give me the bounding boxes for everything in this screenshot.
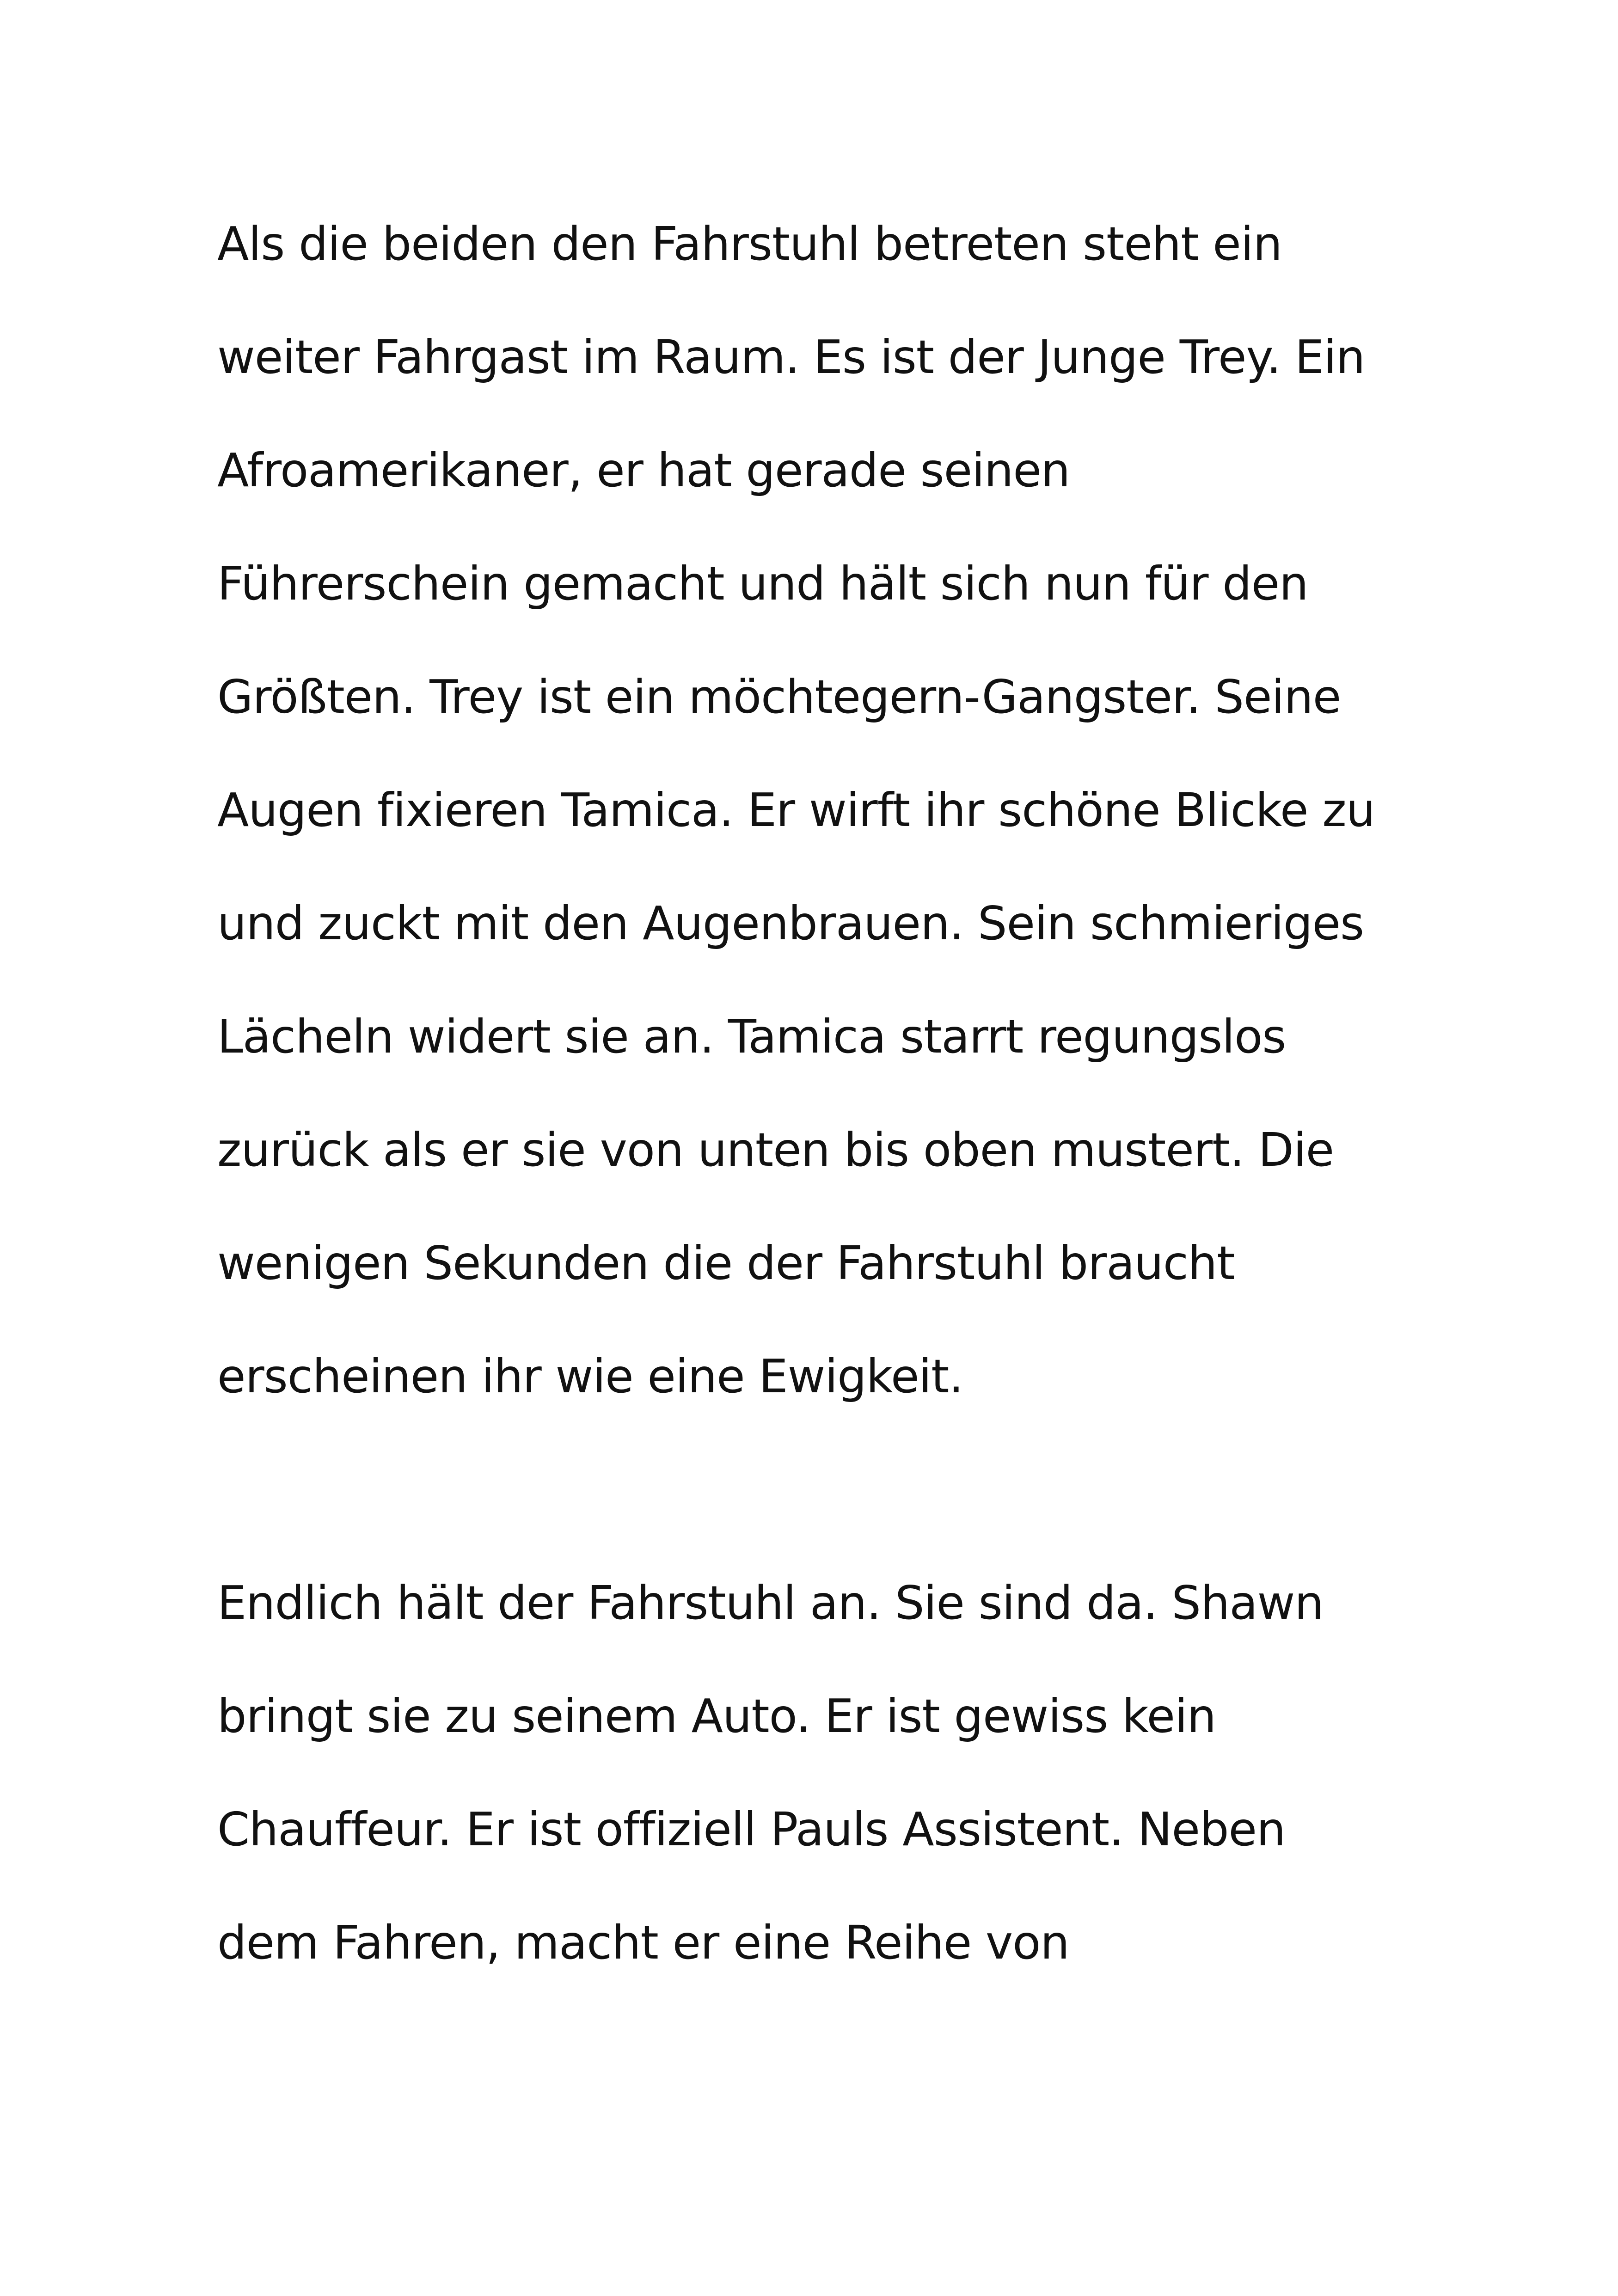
text-line: dem Fahren, macht er eine Reihe von	[217, 1916, 1069, 1970]
text-line: Afroamerikaner, er hat gerade seinen	[217, 443, 1070, 497]
text-line: wenigen Sekunden die der Fahrstuhl braucht	[217, 1236, 1235, 1290]
text-line: Größten. Trey ist ein möchtegern-Gangster. Seine	[217, 670, 1341, 724]
text-line: bringt sie zu seinem Auto. Er ist gewiss kein	[217, 1689, 1216, 1743]
text-line: Augen fixieren Tamica. Er wirft ihr schöne Blicke zu	[217, 783, 1375, 837]
text-line: Endlich hält der Fahrstuhl an. Sie sind da. Shawn	[217, 1576, 1324, 1630]
text-line: Als die beiden den Fahrstuhl betreten steht ein	[217, 217, 1282, 271]
text-line: weiter Fahrgast im Raum. Es ist der Junge Trey. Ein	[217, 330, 1365, 384]
text-line: und zuckt mit den Augenbrauen. Sein schmieriges	[217, 896, 1364, 950]
text-line: Lächeln widert sie an. Tamica starrt regungslos	[217, 1010, 1286, 1064]
text-line: zurück als er sie von unten bis oben mustert. Die	[217, 1123, 1334, 1177]
text-line: Führerschein gemacht und hält sich nun für den	[217, 557, 1308, 611]
text-line: erscheinen ihr wie eine Ewigkeit.	[217, 1349, 963, 1403]
text-line: Chauffeur. Er ist offiziell Pauls Assistent. Neben	[217, 1802, 1286, 1856]
